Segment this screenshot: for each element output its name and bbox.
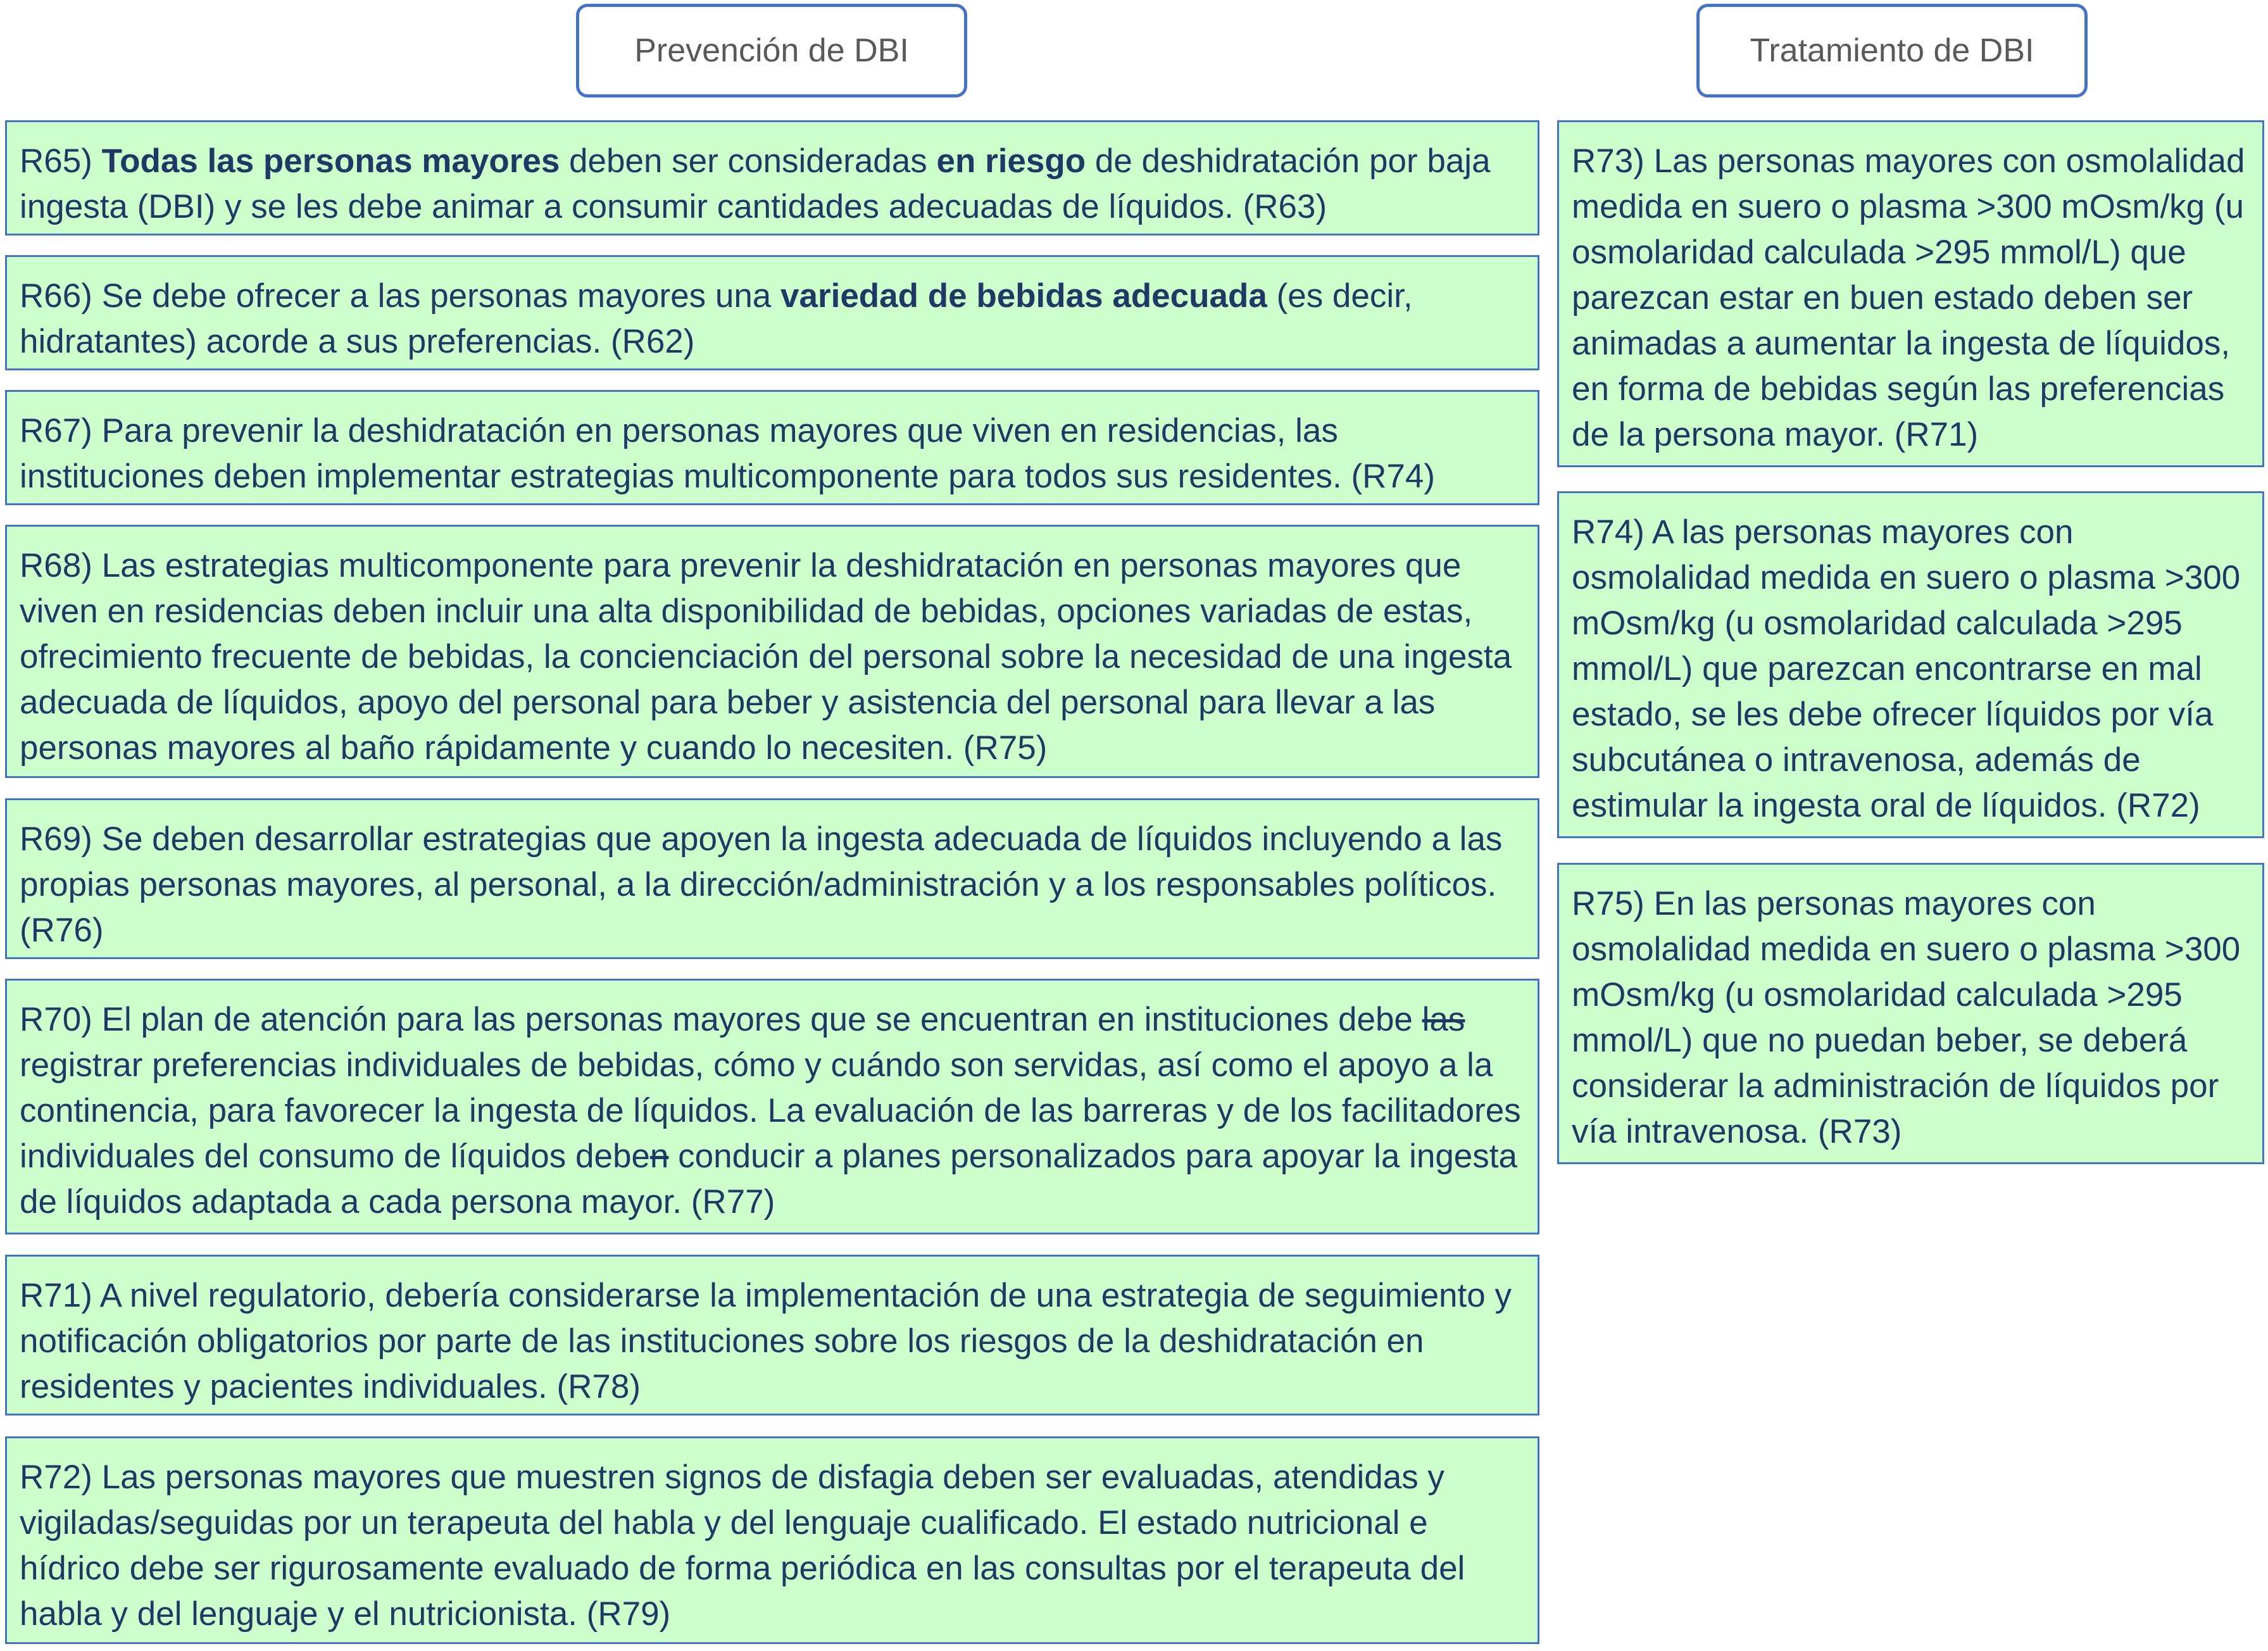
recommendation-r73: [1557, 120, 2264, 467]
recommendation-r72-text: R72) Las personas mayores que muestren signos de disfagia deben ser evaluadas, atendidas y vigiladas/seguidas por un terapeuta del habla y del lenguaje cualificado. El estado nutricional e hídrico debe ser rigurosamente evaluado de forma periódica en las consultas por el terapeuta del habla y del lenguaje y el nutricionista. (R79): [20, 1459, 1465, 1633]
recommendation-r66-text: R66) Se debe ofrecer a las personas mayores una variedad de bebidas adecuada (es decir, hidratantes) acorde a sus preferencias. (R62): [20, 277, 1413, 360]
recommendation-r72: [5, 1436, 1539, 1644]
recommendation-r66: [5, 255, 1539, 370]
recommendation-r71: [5, 1255, 1539, 1416]
recommendation-r67-text: R67) Para prevenir la deshidratación en personas mayores que viven en residencias, las instituciones deben implementar estrategias multicomponente para todos sus residentes. (R74): [20, 412, 1436, 495]
recommendation-r74-text: R74) A las personas mayores con osmolalidad medida en suero o plasma >300 mOsm/kg (u osmolaridad calculada >295 mmol/L) que parezcan encontrarse en mal estado, se les debe ofrecer líquidos por vía subcutánea o intravenosa, además de estimular la ingesta oral de líquidos. (R72): [1572, 513, 2241, 824]
header-prevention-label: Prevención de DBI: [634, 32, 909, 69]
recommendation-r69: [5, 798, 1539, 959]
recommendation-r75-text: R75) En las personas mayores con osmolalidad medida en suero o plasma >300 mOsm/kg (u osmolaridad calculada >295 mmol/L) que no puedan beber, se deberá considerar la administración de líquidos por vía intravenosa. (R73): [1572, 885, 2241, 1150]
recommendation-r68-text: R68) Las estrategias multicomponente para prevenir la deshidratación en personas mayores que viven en residencias deben incluir una alta disponibilidad de bebidas, opciones variadas de estas, ofrecimiento frecuente de bebidas, la concienciación del personal sobre la necesidad de una ingesta adecuada de líquidos, apoyo del personal para beber y asistencia del personal para llevar a las personas mayores al baño rápidamente y cuando lo necesiten. (R75): [20, 547, 1512, 767]
header-treatment: [1696, 4, 2088, 97]
recommendation-r67: [5, 390, 1539, 505]
header-treatment-label: Tratamiento de DBI: [1750, 32, 2034, 69]
recommendation-r65-text: R65) Todas las personas mayores deben ser consideradas en riesgo de deshidratación por baja ingesta (DBI) y se les debe animar a consumir cantidades adecuadas de líquidos. (R63): [20, 142, 1491, 225]
recommendation-r69-text: R69) Se deben desarrollar estrategias que apoyen la ingesta adecuada de líquidos incluyendo a las propias personas mayores, al personal, a la dirección/administración y a los responsables políticos. (R76): [20, 820, 1503, 949]
recommendation-r68: [5, 525, 1539, 778]
recommendation-r65: [5, 120, 1539, 235]
recommendation-r70: [5, 979, 1539, 1234]
recommendation-r73-text: R73) Las personas mayores con osmolalidad medida en suero o plasma >300 mOsm/kg (u osmolaridad calculada >295 mmol/L) que parezcan estar en buen estado deben ser animadas a aumentar la ingesta de líquidos, en forma de bebidas según las preferencias de la persona mayor. (R71): [1572, 142, 2245, 453]
header-prevention: [576, 4, 967, 97]
recommendation-r75: [1557, 863, 2264, 1164]
recommendation-r71-text: R71) A nivel regulatorio, debería considerarse la implementación de una estrategia de seguimiento y notificación obligatorios por parte de las instituciones sobre los riesgos de la deshidratación en residentes y pacientes individuales. (R78): [20, 1277, 1512, 1405]
recommendation-r70-text: R70) El plan de atención para las personas mayores que se encuentran en instituciones debe las registrar preferencias individuales de bebidas, cómo y cuándo son servidas, así como el apoyo a la continencia, para favorecer la ingesta de líquidos. La evaluación de las barreras y de los facilitadores individuales del consumo de líquidos deben conducir a planes personalizados para apoyar la ingesta de líquidos adaptada a cada persona mayor. (R77): [20, 1001, 1521, 1221]
recommendation-r74: [1557, 491, 2264, 838]
